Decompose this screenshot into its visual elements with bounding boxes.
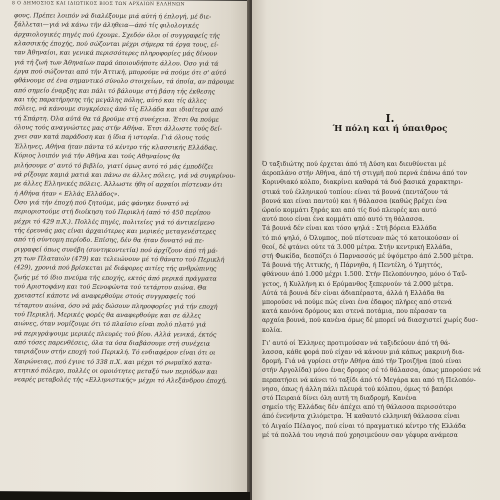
right-page-body bbox=[262, 160, 494, 440]
text-line: ή Αθήνα ήταν « Ελλάς Ελλάδος». bbox=[14, 189, 120, 198]
text-line: Αύτά τά βουνά δέν είναι άδιαπέραστα, άλλά ή Ελλάδα θα bbox=[262, 289, 445, 297]
text-line: μπορούσε νά πούμε πώς είναι ένα έδαφος πλήρες από στενά bbox=[262, 299, 452, 307]
paragraph-2 bbox=[262, 339, 494, 440]
paragraph-1 bbox=[262, 160, 494, 335]
text-line: αρχαία βουνά, πού κανένα όμως δέ μπορεί νά διασχιστεί χωρίς δυσ- bbox=[262, 317, 478, 325]
text-line: ξάλλεται—γιά νά κάνω τήν άληθεια—άπό τίς φιλολογικές bbox=[14, 21, 199, 30]
text-line: κολία. bbox=[262, 326, 283, 334]
text-line: τή Σπάρτη. Όλα αύτά θα τά βρούμε στή συνέχεια. Έτσι θα πούμε bbox=[14, 115, 219, 124]
text-line: Χαιρώνειας, πού έγινε τό 338 π.Χ. και μέχρι τό ρωμαϊκό κατα- bbox=[14, 357, 212, 367]
text-line: στικά τού έλληνικού τοπίου: είναι τά βουνά (πεντάζουν τά bbox=[262, 188, 449, 196]
text-line: μιλήσουμε σ' αυτό τό βιβλίο, γιατί όμως αυτό τό μάς έμποδίζει bbox=[14, 161, 214, 171]
text-line: νά περιγράψουμε μερικές πλευρές τού βίου. Αλλά γενικά, έκτός bbox=[14, 329, 217, 339]
text-line: τού Αριστοφάνη και τού Ξενοφώντα τού τετάρτου αιώνα. Θα bbox=[14, 283, 207, 292]
text-line: φθάνουν άπό 1.000 μέχρι 1.500. Στήν Πελοπόννησο, μόνο ό Ταΰ- bbox=[262, 271, 467, 279]
text-line: δρομή. Γιά νά γυρίσει στήν Αθήνα άπό τήν Τροιζήνα (πού είναι bbox=[262, 358, 462, 366]
text-line: και τής παρατήρησης τής μεγάλης πόλης, αύτό και τίς άλλες bbox=[14, 96, 207, 105]
text-line: από τή σύντομη περίοδο. Επίσης, δέν θα ήταν δυνατό νά πε- bbox=[14, 236, 205, 245]
text-line: τό πιό ψηλό, ό Όλυμπος, πού πίστευαν πώς τό κατοικούσαν οί bbox=[262, 234, 459, 242]
text-line: τό Αιγαίο Πέλαγος, πού είναι τό πραγματικό κέντρο τής Ελλάδα bbox=[262, 422, 466, 430]
text-line: ριγραφεί όπως συνέβη (συντηκοντετία) πού άρχίζουν άπό τή μά- bbox=[14, 245, 218, 255]
text-line: τής έρευνάς μας είναι άρχαιότερες και μερικές μεταγενέστερες bbox=[14, 227, 216, 236]
text-line: με άλλες Ελληνικές πόλεις. Άλλωστε ήθη οί αρχαίοι πίστευαν ότι bbox=[14, 180, 223, 189]
text-line: όλους τούς αναγνώστες μας στήν Αθήνα. Έτσι άλλωστε τούς δεί- bbox=[14, 124, 222, 133]
left-page bbox=[0, 0, 250, 493]
text-line: μέχρι τό 429 π.Χ.). Πολλές πηγές, πολιτείες γιά τό άντικείμενο bbox=[14, 217, 215, 227]
text-line: χνει σαν κατά παράδοση και ή ίδια ή ιστορία. Γιά όλους τούς bbox=[14, 133, 210, 143]
text-line: κατά κανόνα δρόμους και στενά ποτάμια, που πέρασαν τα bbox=[262, 308, 447, 316]
chapter-title: Ή πόλη και ή ύπαιθρος bbox=[332, 124, 448, 134]
text-line: θεοί, δέ φτάνει ούτε τά 3.000 μέτρα. Στήν κεντρική Ελλάδα, bbox=[262, 243, 453, 251]
text-line: κλασσικής έποχής, πού σώζονται μέχρι σήμερα τά έργα τους, εί- bbox=[14, 40, 219, 49]
text-line: Κύριος λοιπόν γιά τήν Αθήνα και τούς Αθηναίους θα bbox=[14, 152, 181, 161]
text-line: Τά βουνά δέν είναι και τόσο ψηλά : Στή βόρεια Ελλάδα bbox=[262, 225, 437, 233]
text-line: γιά τή ζωή των Άθηναίων παρά όποιουδήποτε άλλου. Όσο γιά τά bbox=[14, 58, 219, 68]
text-line: Κορινθιακό κόλπο, διακρίνει καθαρά τά δυό βασικά χαρακτηρι- bbox=[262, 179, 463, 187]
text-line: φους. Πρέπει λοιπόν νά διαλέξουμε μιά αύτή ή έπλογή, μέ διε- bbox=[14, 12, 212, 21]
text-line: στό Πειραιά δίνει όλη αυτή τη διαδρομή. Κανένα bbox=[262, 395, 417, 403]
text-line: πόλεις, νά κάνουμε συγκρίσεις άπό τίς Ελλάδα και ιδιαίτερα από bbox=[14, 105, 223, 115]
text-line: ζωής μέ τό ίδιο πνεύμα τής εποχής, εκτός άπό μερικά πράγματα bbox=[14, 273, 217, 283]
text-line: από τόσες παρενθέσεις, όλα τα όσα διαβάσουμε στή συνέχεια bbox=[14, 339, 211, 348]
text-line: αιώνες, όταν νομίζουμε ότι τό πλαίσιο είναι πολύ πλατύ γιά bbox=[14, 320, 206, 329]
text-line: χη των Πλαταιών (479) και τελειώνουν μέ τό θάνατο τού Περικλή bbox=[14, 255, 225, 264]
text-line: άρχαιολογικές πηγές πού έχουμε. Σχεδόν όλοι οί συγγραφείς τής bbox=[14, 30, 220, 40]
text-line: ταν Άθηναίοι, και γενικά περισσότερες πληροφορίες μάς δίνουν bbox=[14, 49, 218, 59]
text-line: Τά βουνά τής Αττικής, ή Πάρνηθα, ή Πεντέλη, ό Υμηττός, bbox=[262, 262, 443, 270]
text-line: στήν Αργολίδα) μόνο ένας δρομος σέ τό θάλασσα, όπως μπορούσε νά bbox=[262, 367, 481, 375]
text-line: λασσα, κάθε φορά πού είχαν νά κάνουν μιά κάπως μακρινή δια- bbox=[262, 349, 465, 357]
text-line: (429), χρονιά πού βρίσκεται μέ διάφορες αιτίες τής ανθρώπινης bbox=[14, 264, 217, 273]
text-line: μέ τά πολλά του νησιά πού χρησιμεύουν σαν γέφυρα ανάμεσα bbox=[262, 431, 458, 439]
text-line: γετος, ή Κυλλήνη κι ό Ερύμανθος ξεπερνούν τά 2.000 μέτρα. bbox=[262, 280, 454, 288]
text-line: ταιριάζουν στήν εποχή τού Περικλή. Τό ενδιαφέρον είναι ότι οι bbox=[14, 348, 216, 358]
text-line: στή Φωκίδα, δεσπόζει ό Παρνασσός μέ ύψόμετρο άπό 2.500 μέτρα. bbox=[262, 253, 474, 261]
text-line: χρειαστεί κάποτε νά αναφερθούμε στούς συγγραφείς τού bbox=[14, 292, 196, 301]
text-line: φθάνουμε σέ ένα σημαντικό σύνολο στοιχείων, τά όποία, αν πάρουμε bbox=[14, 77, 235, 87]
left-page-body bbox=[14, 11, 240, 386]
running-head: 8 Ο ΔΗΜΟΣΙΟΣ ΚΑΙ ΙΔΙΩΤΙΚΟΣ ΒΙΟΣ ΤΩΝ ΑΡΧΑΙΩΝ ΕΛΛΗΝΩΝ bbox=[12, 1, 185, 8]
text-line: νησο, όπως ή άλλη πάλι πλευρά τού κόλπου, όμως τό βαπόρι bbox=[262, 385, 454, 393]
desk-surface bbox=[0, 492, 250, 500]
text-line: περιοριστούμε στή διοίκηση τού Περικλή (από τό 450 περίπου bbox=[14, 208, 211, 217]
text-line: Έλληνες, Αθήνα ήταν πάντα τό κέντρο τής κλασσικής Ελλάδας. bbox=[14, 143, 218, 152]
text-line: από σημείο έναρξης και πάλι τό βάλουμε στή βάση τής έκθεσης bbox=[14, 86, 215, 96]
text-line: Όσο γιά τήν έποχή πού ζητούμε, μάς φάνηκε δυνατό νά bbox=[14, 199, 189, 208]
text-line: βουνά και είναι παντού) και ή θάλασσα (καθώς βρέχει ένα bbox=[262, 197, 447, 205]
text-line: ώραίο κομμάτι ξηράς και από τίς δυό πλευρές και αυτό bbox=[262, 207, 437, 215]
text-line: τού Περικλή. Μερικές φορές θα αναφερθούμε και σε άλλες bbox=[14, 311, 201, 320]
text-line: άπό ένενήντα χιλιόμετρα. Ή καθαυτό ελληνική θάλασσα είναι bbox=[262, 413, 460, 421]
text-line: Ό ταξιδιώτης πού έρχεται άπό τή Δύση και διευθύνεται μέ bbox=[262, 161, 447, 168]
text-line: τέταρτου αιώνα, όσο νά μάς δώσουν πληροφορίες γιά τήν εποχή bbox=[14, 301, 218, 311]
text-line: σημείο τής Ελλάδας δέν άπέχει από τή θάλασσα περισσότερο bbox=[262, 404, 457, 412]
text-line: άεροπλάνο στήν Αθήνα, άπό τή στιγμή πού περνά έπάνω άπό τον bbox=[262, 170, 468, 178]
text-line: αυτό ποιο είναι ένα κομμάτι από αυτό τη θάλασσα. bbox=[262, 216, 425, 224]
text-line: νεαρές μεταβολές τής «Ελληνιστικής» μέχρι τό Αλεξάνδρου έποχή. bbox=[14, 376, 227, 386]
chapter-number: I. bbox=[385, 112, 395, 125]
text-line: κτητικό πόλεμο, πολλές οι ομοιότητες μεταξύ των περιόδων και bbox=[14, 367, 218, 376]
text-line: περπατήσει νά κάνει τό ταξίδι άπό τό Μεγάρα και από τή Πελοπόν- bbox=[262, 376, 476, 384]
text-line: νά ρίξουμε καμιά ματιά και πάνω σε άλλες πόλεις, γιά νά συγκρίνου- bbox=[14, 171, 236, 180]
text-line: Γι' αυτό οί Έλληνες προτιμούσαν νά ταξιδεύουν άπό τή θά- bbox=[262, 339, 451, 347]
text-line: έργα πού σώζονται από τήν Άττική, μπορούμε νά πούμε ότι σ' αύτό bbox=[14, 68, 227, 77]
